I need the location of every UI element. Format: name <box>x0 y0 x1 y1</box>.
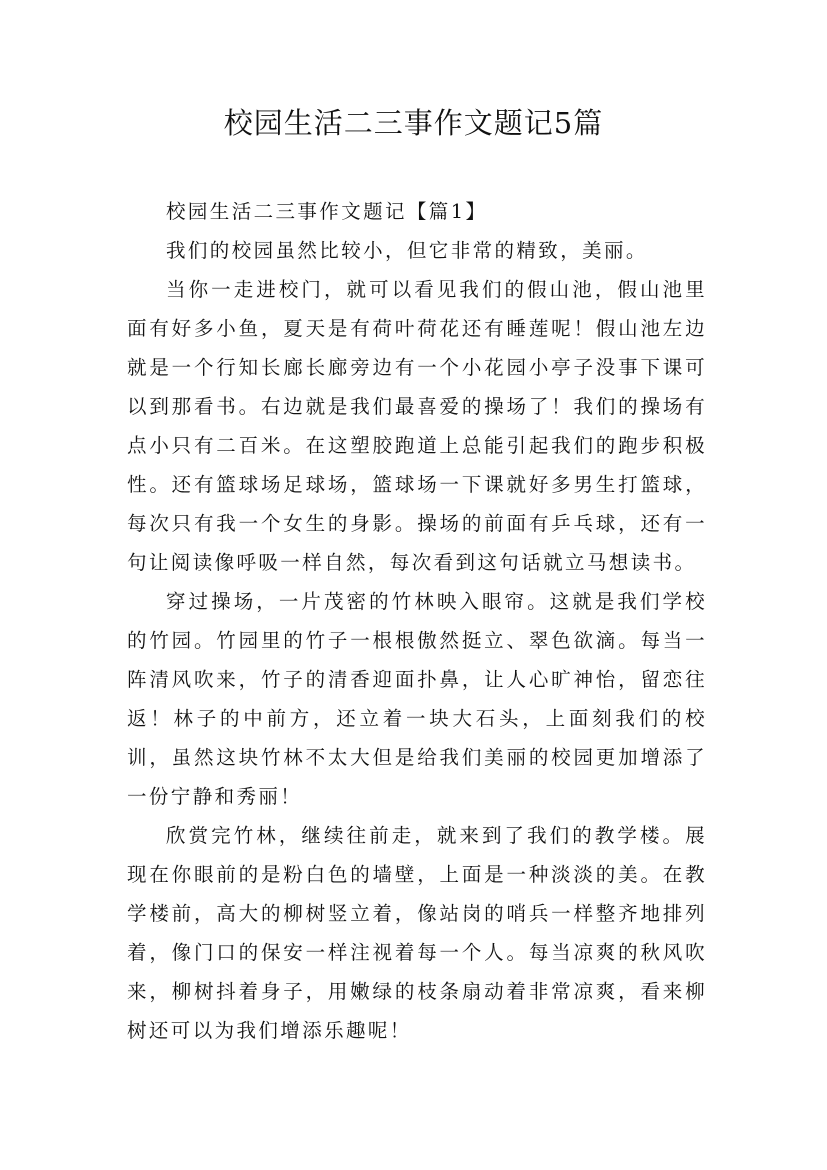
document-title: 校园生活二三事作文题记5篇 <box>223 106 604 140</box>
paragraph: 穿过操场，一片茂密的竹林映入眼帘。这就是我们学校的竹园。竹园里的竹子一根根傲然挺立、翠色欲滴。每当一阵清风吹来，竹子的清香迎面扑鼻，让人心旷神怡，留恋往返！林子的中前方，还立着一块大石头，上面刻我们的校训，虽然这块竹林不太大但是给我们美丽的校园更加增添了一份宁静和秀丽！ <box>127 590 707 808</box>
paragraph: 当你一走进校门，就可以看见我们的假山池，假山池里面有好多小鱼，夏天是有荷叶荷花还有睡莲呢！假山池左边就是一个行知长廊长廊旁边有一个小花园小亭子没事下课可以到那看书。右边就是我们最喜爱的操场了！我们的操场有点小只有二百米。在这塑胶跑道上总能引起我们的跑步积极性。还有篮球场足球场，篮球场一下课就好多男生打篮球，每次只有我一个女生的身影。操场的前面有乒乓球，还有一句让阅读像呼吸一样自然，每次看到这句话就立马想读书。 <box>127 278 707 574</box>
paragraph: 欣赏完竹林，继续往前走，就来到了我们的教学楼。展现在你眼前的是粉白色的墙壁，上面是一种淡淡的美。在教学楼前，高大的柳树竖立着，像站岗的哨兵一样整齐地排列着，像门口的保安一样注视着每一个人。每当凉爽的秋风吹来，柳树抖着身子，用嫩绿的枝条扇动着非常凉爽，看来柳树还可以为我们增添乐趣呢！ <box>127 824 707 1042</box>
paragraph: 我们的校园虽然比较小，但它非常的精致，美丽。 <box>166 239 648 262</box>
section-heading: 校园生活二三事作文题记【篇1】 <box>166 200 488 223</box>
document-body <box>127 192 707 1050</box>
